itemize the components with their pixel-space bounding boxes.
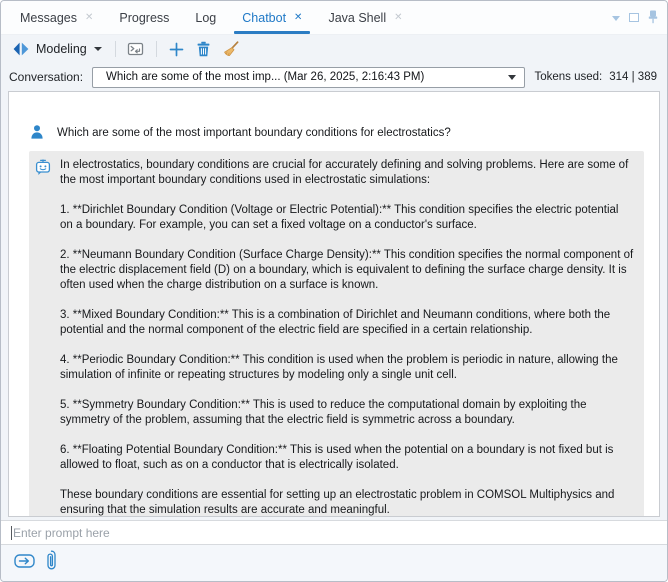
prompt-input-row (1, 520, 667, 545)
tokens-used-label: Tokens used: (534, 71, 603, 83)
chatbot-toolbar (1, 35, 667, 63)
bot-paragraph: 4. **Periodic Boundary Condition:** This condition is used when the problem is periodic in nature, allowing the simulation of infinite or repeating structures by modeling only a single unit cell. (60, 354, 618, 381)
tokens-used-value: 314 | 389 (609, 71, 657, 83)
bot-message (29, 151, 644, 517)
tab-label: Chatbot (242, 10, 287, 25)
shell-export-icon (127, 41, 144, 57)
user-message-text: Which are some of the most important boundary conditions for electrostatics? (57, 127, 451, 139)
new-conversation-button[interactable] (166, 38, 188, 60)
toolbar-separator (115, 41, 116, 57)
chevron-down-icon (94, 47, 102, 51)
mode-label: Modeling (36, 42, 87, 56)
export-to-shell-button[interactable] (125, 38, 147, 60)
prompt-input[interactable] (1, 521, 667, 544)
conversation-label: Conversation: (9, 70, 84, 84)
attach-file-icon[interactable] (46, 550, 57, 572)
chat-history-panel[interactable] (8, 91, 660, 517)
tab-label: Log (195, 10, 217, 25)
close-tab-icon[interactable]: ✕ (84, 11, 94, 23)
pin-view-icon[interactable] (648, 10, 658, 24)
toolbar-separator (156, 41, 157, 57)
bot-paragraph: 2. **Neumann Boundary Condition (Surface Charge Density):** This condition specifies the normal component of the electric displacement field (D) on a boundary, which is equivalent to defining the surface charge density. It is often used when the charge distribution on a surface is known. (60, 249, 634, 291)
prompt-actions-bar (1, 545, 667, 581)
close-tab-icon[interactable]: ✕ (294, 11, 303, 23)
modeling-diamond-icon (13, 41, 29, 57)
tab-java-shell[interactable] (315, 1, 415, 34)
bot-message-text (60, 158, 634, 517)
text-caret (11, 526, 12, 540)
user-message (29, 126, 644, 141)
view-menu-icon[interactable] (612, 16, 620, 21)
bot-paragraph: 6. **Floating Potential Boundary Condition:** This is used when the potential on a boundary is not fixed but is allowed to float, such as on a conductor that is electrically isolated. (60, 444, 614, 471)
chevron-down-icon (508, 75, 516, 80)
mode-dropdown-button[interactable] (9, 39, 106, 59)
tab-chatbot[interactable] (229, 1, 315, 34)
user-avatar-icon (29, 124, 45, 140)
trash-icon (196, 41, 211, 57)
conversation-select[interactable] (92, 67, 525, 88)
tab-label: Messages (20, 10, 77, 25)
conversation-selected-value: Which are some of the most imp... (Mar 26, 2025, 2:16:43 PM) (106, 71, 425, 83)
plus-icon (169, 42, 184, 57)
tab-label: Progress (119, 10, 170, 25)
bot-paragraph: 5. **Symmetry Boundary Condition:** This is used to reduce the computational domain by exploiting the symmetry of the problem, assuming that the electric field is symmetric across a boundary. (60, 399, 587, 426)
broom-icon (223, 41, 239, 57)
bot-paragraph: 1. **Dirichlet Boundary Condition (Voltage or Electric Potential):** This condition specifies the electric potential on a boundary. For example, you can set a fixed voltage on a conductor's surface. (60, 204, 619, 231)
tab-log[interactable] (182, 1, 229, 34)
bot-paragraph: In electrostatics, boundary conditions are crucial for accurately defining and solving problems. Here are some of the most important boundary conditions used in electrostatic simulations: (60, 159, 629, 186)
close-tab-icon[interactable]: ✕ (394, 11, 403, 23)
tab-messages[interactable] (7, 1, 106, 34)
delete-conversation-button[interactable] (193, 38, 215, 60)
view-tab-bar (1, 1, 667, 35)
conversation-bar (1, 63, 667, 91)
bot-paragraph: These boundary conditions are essential for setting up an electrostatic problem in COMSOL Multiphysics and ensuring that the simulation results are accurate and meaningful. (60, 489, 615, 516)
tab-progress[interactable] (106, 1, 182, 34)
bot-paragraph: 3. **Mixed Boundary Condition:** This is a combination of Dirichlet and Neumann conditions, where both the potential and the normal component of the electric field are specified in a certain relationship. (60, 309, 611, 336)
float-view-icon[interactable] (629, 13, 639, 22)
clear-conversation-button[interactable] (220, 38, 242, 60)
chatbot-avatar-icon (34, 159, 52, 176)
send-prompt-icon[interactable] (14, 554, 35, 568)
tab-label: Java Shell (328, 10, 387, 25)
